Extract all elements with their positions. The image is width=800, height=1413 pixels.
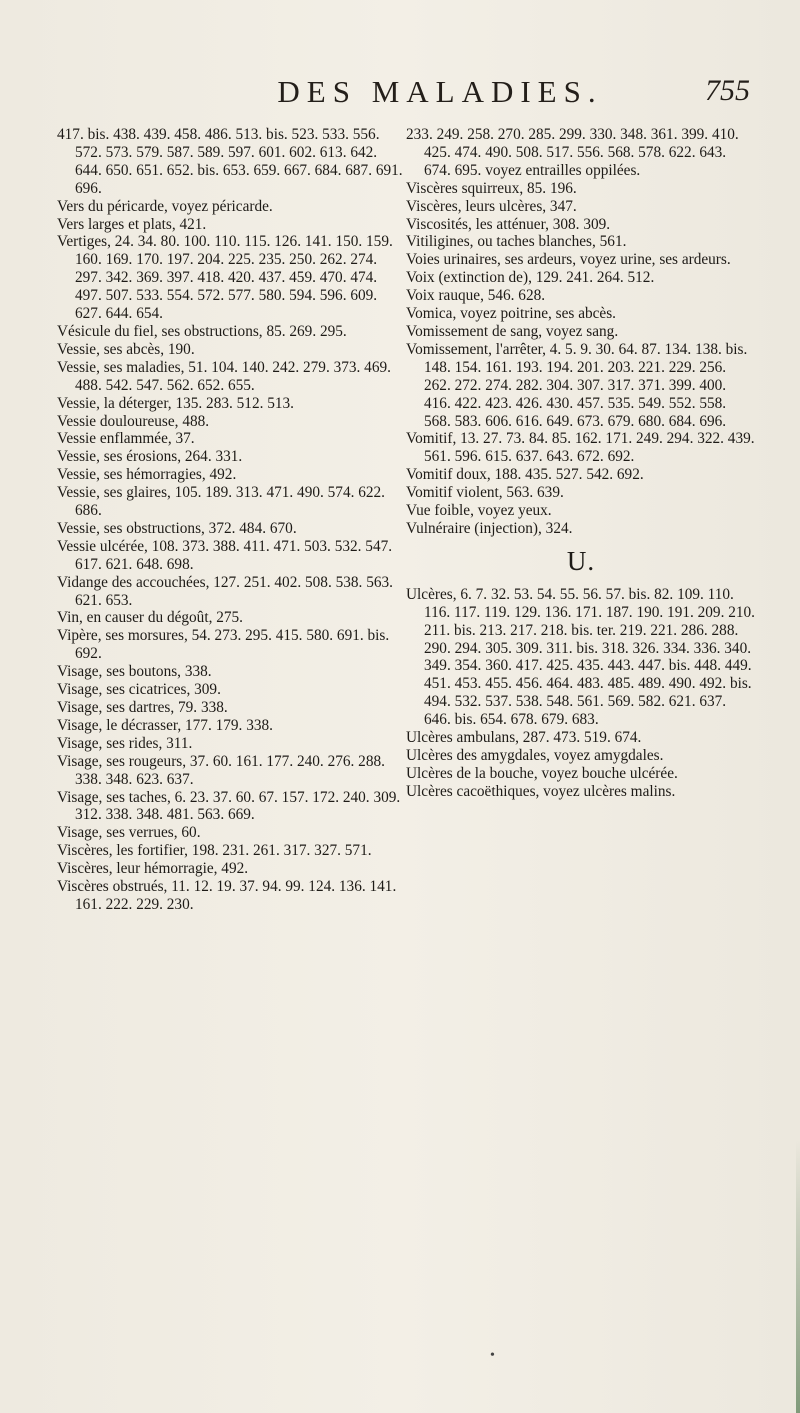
index-column-right (406, 126, 756, 801)
index-entry: Vers du péricarde, voyez péricarde. (57, 197, 273, 215)
index-entry: Vésicule du fiel, ses obstructions, 85. 269. 295. (57, 322, 347, 340)
index-entry: Vessie, ses glaires, 105. 189. 313. 471. 490. 574. 622. 686. (57, 484, 386, 520)
index-entry: Vessie, ses maladies, 51. 104. 140. 242. 279. 373. 469. 488. 542. 547. 562. 652. 655. (57, 358, 391, 394)
index-entry: Ulcères, 6. 7. 32. 53. 54. 55. 56. 57. bis. 82. 109. 110. 116. 117. 119. 129. 136. 171. 187. 190. 191. 209. 210. 211. bis. 213. 217. 218. bis. ter. 219. 221. 286. 288. 290. 294. 305. 309. 311. bis. 318. 326. 334. 336. 340. 349. 354. 360. 417. 425. 435. 443. 447. bis. 448. 449. 451. 453. 455. 456. 464. 483. 485. 489. 490. 492. bis. 494. 532. 537. 538. 548. 561. 569. 582. 621. 637. 646. bis. 654. 678. 679. 683. (406, 585, 756, 729)
index-column-left (57, 126, 407, 914)
index-entry: Viscères squirreux, 85. 196. (406, 179, 577, 197)
index-entry: Viscosités, les atténuer, 308. 309. (406, 215, 611, 233)
index-entry: Vers larges et plats, 421. (57, 215, 207, 233)
index-entry: Vertiges, 24. 34. 80. 100. 110. 115. 126. 141. 150. 159. 160. 169. 170. 197. 204. 225. 235. 250. 262. 274. 297. 342. 369. 397. 418. 420. 437. 459. 470. 474. 497. 507. 533. 554. 572. 577. 580. 594. 596. 609. 627. 644. 654. (57, 233, 393, 323)
index-entry: Vessie, ses hémorragies, 492. (57, 466, 237, 484)
index-entry: Vitiligines, ou taches blanches, 561. (406, 233, 627, 251)
page-number: 755 (705, 74, 750, 107)
index-entry: Viscères obstrués, 11. 12. 19. 37. 94. 99. 124. 136. 141. 161. 222. 229. 230. (57, 878, 397, 913)
index-entry: Vomissement, l'arrêter, 4. 5. 9. 30. 64. 87. 134. 138. bis. 148. 154. 161. 193. 194. 201. 203. 221. 229. 256. 262. 272. 274. 282. 304. 307. 317. 371. 399. 400. 416. 422. 423. 426. 430. 457. 535. 549. 552. 558. 568. 583. 606. 616. 649. 673. 679. 680. 684. 696. (406, 340, 748, 430)
index-entry: Vomitif doux, 188. 435. 527. 542. 692. (406, 466, 644, 484)
page-header (0, 72, 800, 112)
index-entry: Vessie, ses abcès, 190. (57, 340, 195, 358)
index-entry: Vessie enflammée, 37. (57, 430, 195, 448)
index-entry: Viscères, leur hémorragie, 492. (57, 860, 249, 878)
index-entry: Visage, ses cicatrices, 309. (57, 681, 221, 699)
index-entry: Vue foible, voyez yeux. (406, 502, 552, 520)
index-entry: Visage, ses rides, 311. (57, 734, 193, 752)
index-entry: Visage, le décrasser, 177. 179. 338. (57, 716, 273, 734)
index-entry: Visage, ses boutons, 338. (57, 663, 212, 681)
index-entry: Ulcères des amygdales, voyez amygdales. (406, 747, 664, 764)
index-entry: Vomitif violent, 563. 639. (406, 484, 564, 502)
index-entry: Visage, ses verrues, 60. (57, 824, 201, 842)
index-entry: 233. 249. 258. 270. 285. 299. 330. 348. 361. 399. 410. 425. 474. 490. 508. 517. 556. 568. 578. 622. 643. 674. 695. voyez entrailles oppilées. (406, 126, 739, 179)
index-entry: Vessie, ses érosions, 264. 331. (57, 448, 243, 466)
page-edge-stain (796, 1140, 800, 1413)
index-entry: Vessie, ses obstructions, 372. 484. 670. (57, 519, 297, 537)
index-entry: Voies urinaires, ses ardeurs, voyez urine, ses ardeurs. (406, 251, 731, 269)
index-entry: Voix (extinction de), 129. 241. 264. 512. (406, 269, 655, 287)
index-entry: Vidange des accouchées, 127. 251. 402. 508. 538. 563. 621. 653. (57, 573, 393, 609)
index-entry: Vessie douloureuse, 488. (57, 412, 210, 430)
index-entry: Visage, ses rougeurs, 37. 60. 161. 177. 240. 276. 288. 338. 348. 623. 637. (57, 752, 385, 788)
index-entry: Visage, ses dartres, 79. 338. (57, 699, 228, 716)
section-letter: U. (566, 545, 596, 576)
index-entry: Viscères, les fortifier, 198. 231. 261. 317. 327. 571. (57, 842, 372, 860)
index-entry: Ulcères ambulans, 287. 473. 519. 674. (406, 729, 642, 747)
index-entry: Vin, en causer du dégoût, 275. (57, 609, 243, 627)
index-entry: Vulnéraire (injection), 324. (406, 519, 573, 537)
running-title: DES MALADIES. (277, 74, 603, 109)
index-entry: Visage, ses taches, 6. 23. 37. 60. 67. 157. 172. 240. 309. 312. 338. 348. 481. 563. 669. (57, 788, 401, 824)
index-entry: Vipère, ses morsures, 54. 273. 295. 415. 580. 691. bis. 692. (57, 627, 390, 663)
index-entry: 417. bis. 438. 439. 458. 486. 513. bis. 523. 533. 556. 572. 573. 579. 587. 589. 597. 601. 602. 613. 642. 644. 650. 651. 652. bis. 653. 659. 667. 684. 687. 691. 696. (57, 126, 403, 197)
index-entry: Vomissement de sang, voyez sang. (406, 322, 619, 340)
margin-mark: • (490, 1348, 495, 1363)
index-entry: Vomica, voyez poitrine, ses abcès. (406, 305, 616, 323)
index-entry: Viscères, leurs ulcères, 347. (406, 197, 577, 215)
index-entry: Vessie ulcérée, 108. 373. 388. 411. 471. 503. 532. 547. 617. 621. 648. 698. (57, 537, 393, 573)
index-entry: Ulcères de la bouche, voyez bouche ulcérée. (406, 764, 678, 782)
index-entry: Vessie, la déterger, 135. 283. 512. 513. (57, 394, 295, 412)
index-entry: Ulcères cacoëthiques, voyez ulcères malins. (406, 782, 676, 800)
index-entry: Voix rauque, 546. 628. (406, 287, 546, 305)
index-entry: Vomitif, 13. 27. 73. 84. 85. 162. 171. 249. 294. 322. 439. 561. 596. 615. 637. 643. 672. 692. (406, 430, 755, 466)
